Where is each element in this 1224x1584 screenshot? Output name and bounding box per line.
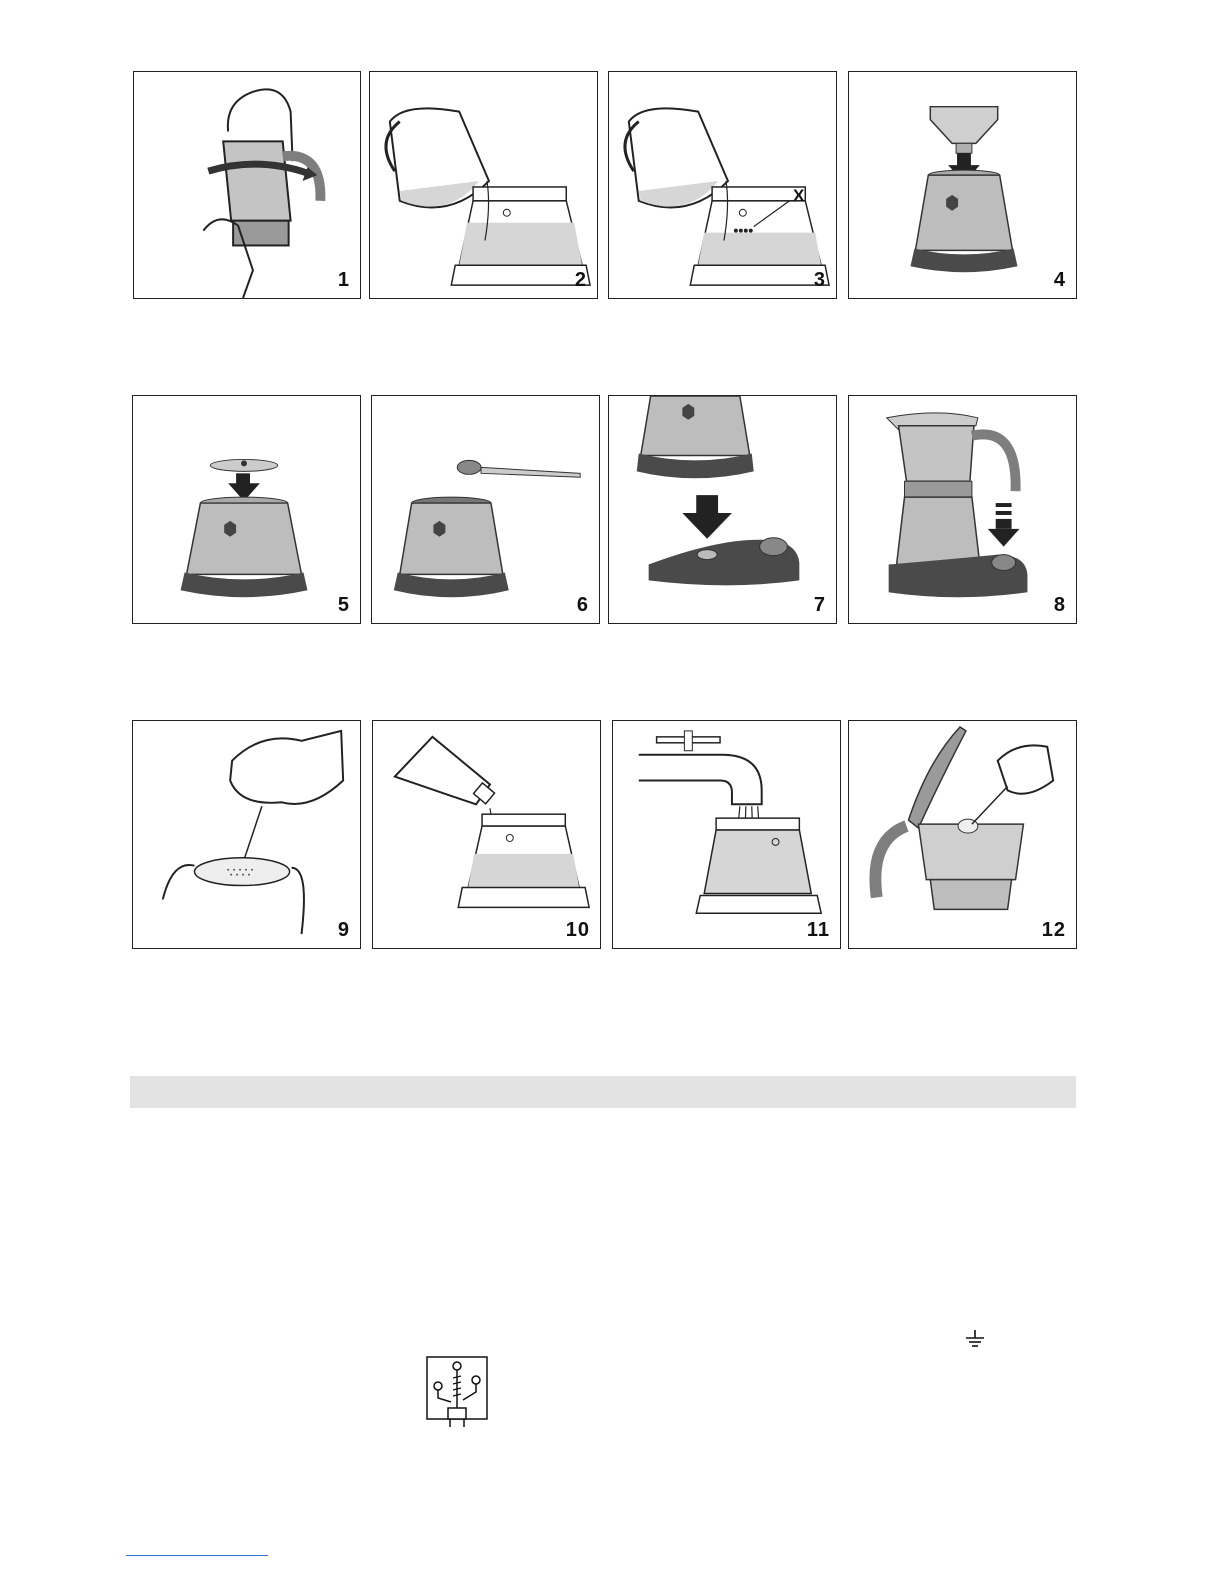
- clean-filter-illustration: [133, 721, 360, 948]
- step-panel-8: [848, 395, 1077, 624]
- step-panel-4: [848, 71, 1077, 299]
- step-number: 7: [813, 594, 826, 616]
- step-number: 2: [574, 269, 587, 291]
- step-number: 9: [337, 919, 350, 941]
- water-level-illustration: [609, 72, 836, 298]
- step-panel-9: [132, 720, 361, 949]
- switch-on-illustration: [849, 396, 1076, 623]
- step-panel-10: [372, 720, 601, 949]
- step-panel-6: [371, 395, 600, 624]
- clean-valve-illustration: [849, 721, 1076, 948]
- step-number: 11: [806, 919, 830, 941]
- footer-rule: [126, 1555, 268, 1556]
- insert-funnel-illustration: [849, 72, 1076, 298]
- step-panel-5: [132, 395, 361, 624]
- step-number: 3: [813, 269, 826, 291]
- level-marker-label: X: [793, 186, 805, 205]
- step-panel-2: [369, 71, 598, 299]
- place-on-base-illustration: [609, 396, 836, 623]
- fill-water-illustration: [370, 72, 597, 298]
- step-number: 4: [1053, 269, 1066, 291]
- add-coffee-illustration: [372, 396, 599, 623]
- step-number: 5: [337, 594, 350, 616]
- descale-illustration: [373, 721, 600, 948]
- step-number: 8: [1053, 594, 1066, 616]
- insert-filter-illustration: [133, 396, 360, 623]
- rinse-illustration: [613, 721, 840, 948]
- step-panel-12: [848, 720, 1077, 949]
- step-panel-1: [133, 71, 361, 299]
- step-number: 12: [1041, 919, 1066, 941]
- step-number: 6: [576, 594, 589, 616]
- step-panel-3: [608, 71, 837, 299]
- unscrew-pot-illustration: [134, 72, 360, 298]
- earth-ground-icon: [962, 1328, 988, 1350]
- step-panel-7: [608, 395, 837, 624]
- safety-valve-symbol-icon: [426, 1356, 488, 1428]
- section-header-bar: [130, 1076, 1076, 1108]
- step-panel-11: [612, 720, 841, 949]
- step-number: 10: [565, 919, 590, 941]
- step-number: 1: [337, 269, 350, 291]
